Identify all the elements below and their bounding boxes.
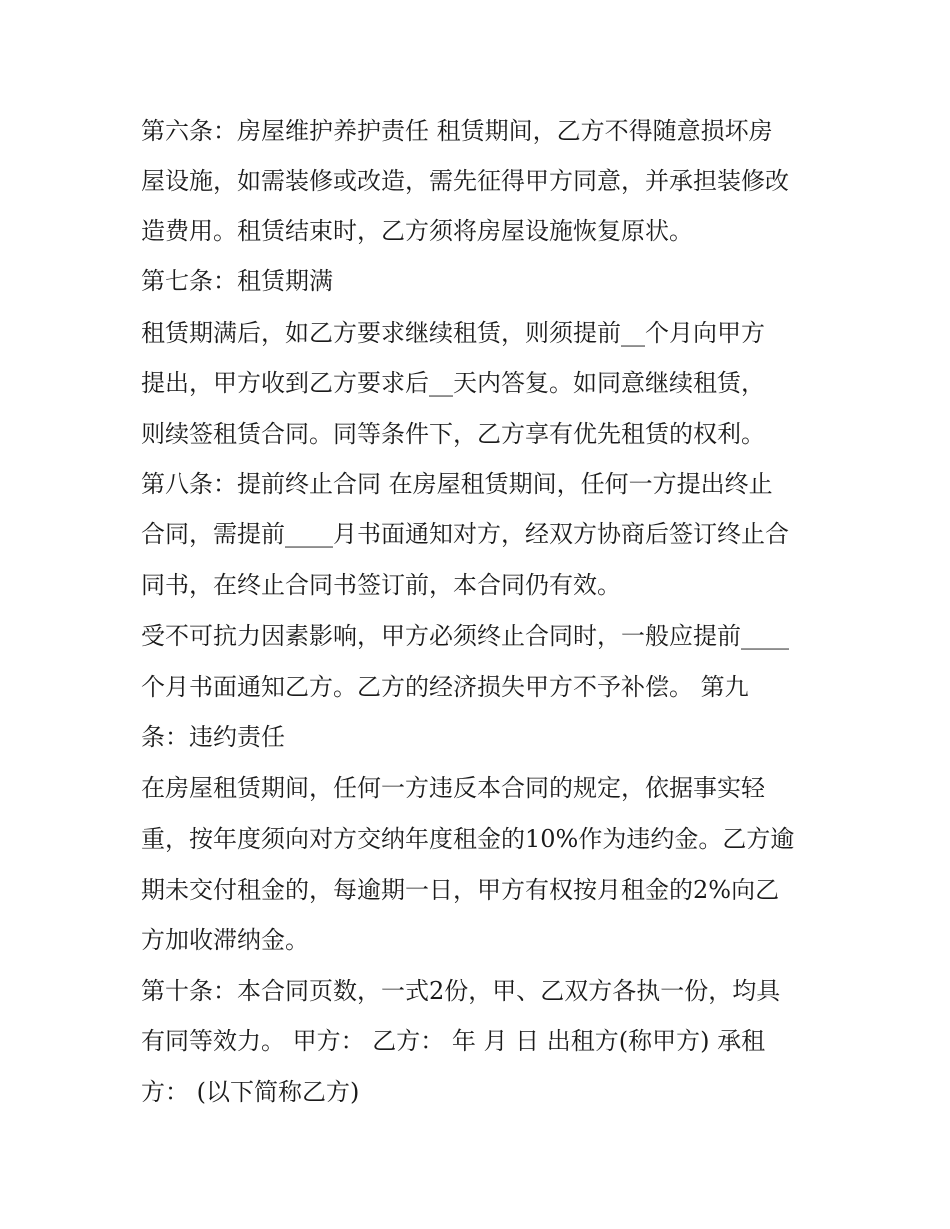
text-line: 第八条：提前终止合同 在房屋租赁期间，任何一方提出终止	[141, 470, 773, 498]
text-line: 方加收滞纳金。	[141, 926, 309, 954]
text-line: 有同等效力。 甲方： 乙方： 年 月 日 出租方(称甲方) 承租	[141, 1027, 766, 1055]
text-line: 重，按年度须向对方交纳年度租金的10%作为违约金。乙方逾	[141, 825, 795, 853]
text-line: 提出，甲方收到乙方要求后__天内答复。如同意继续租赁，	[141, 369, 765, 397]
text-line: 第十条：本合同页数，一式2份，甲、乙双方各执一份，均具	[141, 977, 781, 1005]
text-line: 合同，需提前____月书面通知对方，经双方协商后签订终止合	[141, 520, 789, 548]
section-heading: 第七条：租赁期满	[141, 267, 333, 295]
text-line: 同书，在终止合同书签订前，本合同仍有效。	[141, 571, 621, 599]
text-line: 期未交付租金的，每逾期一日，甲方有权按月租金的2%向乙	[141, 876, 780, 904]
text-line: 屋设施，如需装修或改造，需先征得甲方同意，并承担装修改	[141, 167, 789, 195]
text-line: 受不可抗力因素影响，甲方必须终止合同时，一般应提前____	[141, 622, 789, 650]
text-line: 方： (以下简称乙方)	[141, 1078, 360, 1106]
text-line: 造费用。租赁结束时，乙方须将房屋设施恢复原状。	[141, 217, 693, 245]
text-line: 个月书面通知乙方。乙方的经济损失甲方不予补偿。 第九	[141, 673, 749, 701]
text-line: 第六条：房屋维护养护责任 租赁期间，乙方不得随意损坏房	[141, 117, 773, 145]
text-line: 租赁期满后，如乙方要求继续租赁，则须提前__个月向甲方	[141, 319, 765, 347]
text-line: 条：违约责任	[141, 723, 285, 751]
text-line: 则续签租赁合同。同等条件下，乙方享有优先租赁的权利。	[141, 420, 765, 448]
text-line: 在房屋租赁期间，任何一方违反本合同的规定，依据事实轻	[141, 774, 765, 802]
